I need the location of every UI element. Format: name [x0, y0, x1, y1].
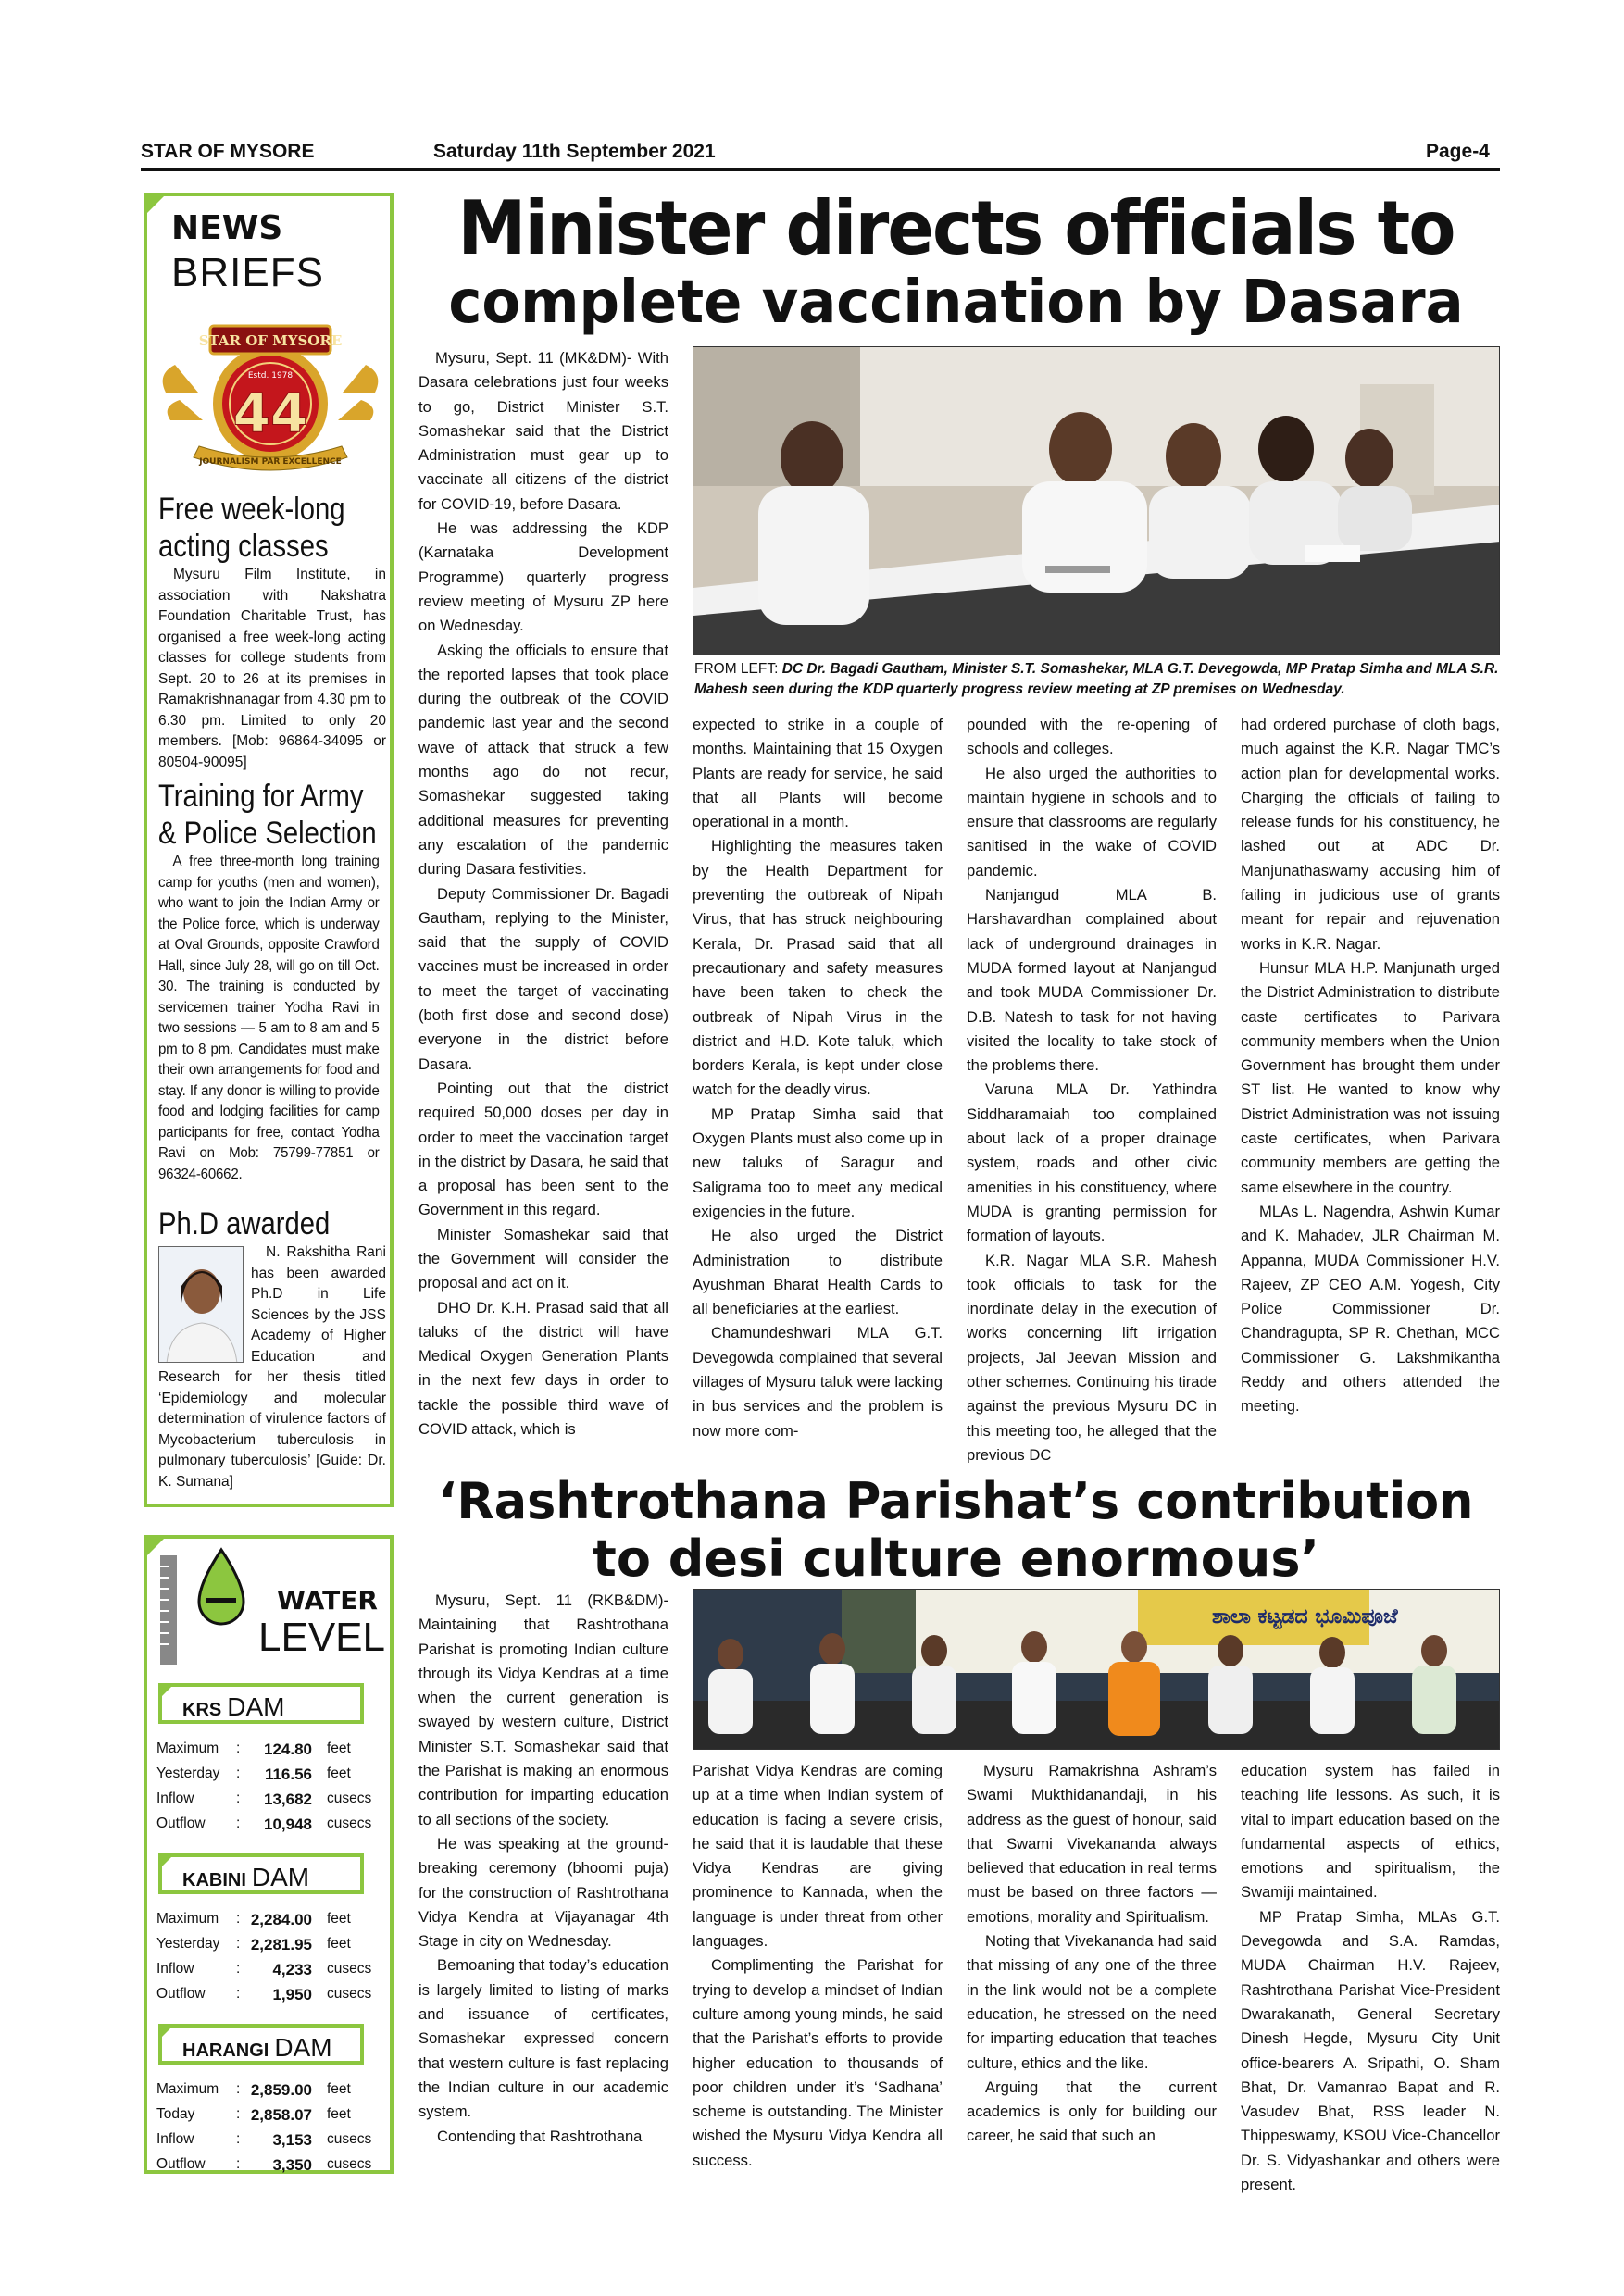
- dam-row: [156, 2156, 379, 2181]
- paragraph: K.R. Nagar MLA S.R. Mahesh took officials to task for the inordinate delay in the execution of works concerning lift irrigation projects, Jal Jeevan Mission and other schemes. Continuing his tirade against the previous Mysuru DC in this meeting too, he alleged that the previous DC: [967, 1251, 1217, 1463]
- dam-row: [156, 2106, 379, 2131]
- paragraph: Highlighting the measures taken by the Health Department for preventing the outbreak of Nipah Virus, that has struck neighbouring Kerala, Dr. Prasad said that all precautionary and safety measures have been taken to check the outbreak of Nipah Virus in the district and H.D. Kote taluk, which borders Kerala, is kept under close watch for the deadly virus.: [693, 837, 943, 1099]
- brief-title: acting classes: [158, 529, 329, 564]
- colon: :: [236, 2081, 241, 2097]
- paragraph: had ordered purchase of cloth bags, much against the K.R. Nagar TMC’s action plan for developmental works. Charging the officials of failing to release funds for his constituency, he lashed out at ADC Dr. Manjunathaswamy accusing him of failing in judicious use of grants meant for repair and rejuvenation works in K.R. Nagar.: [1241, 716, 1500, 953]
- story2-ceremony-photo: [693, 1589, 1500, 1750]
- colon: :: [236, 1986, 241, 2002]
- dam-value: 2,284.00: [250, 1911, 312, 1928]
- dam-name: KABINI: [182, 1870, 246, 1890]
- paragraph: Mysuru, Sept. 11 (RKB&DM)- Maintaining that Rashtrothana Parishat is promoting Indian culture through its Vidya Kendras at a time when the current generation is swayed by western culture, District Minister S.T. Somashekar said that the Parishat is making an enormous contribution for imparting education to all sections of the society.: [418, 1591, 668, 1828]
- dam-header-kabini: [158, 1853, 364, 1894]
- colon: :: [236, 2131, 241, 2147]
- story1-column-4: [1241, 713, 1500, 1463]
- paragraph: Mysuru, Sept. 11 (MK&DM)- With Dasara celebrations just four weeks to go, District Minister S.T. Somashekar said that the District Administration must gear up to vaccinate all citizens of the district for COVID-19, before Dasara.: [418, 349, 668, 513]
- colon: :: [236, 1741, 241, 1756]
- corner-flag: [158, 1683, 175, 1700]
- dam-row: [156, 2081, 379, 2106]
- story1-meeting-photo: [693, 346, 1500, 655]
- dam-unit: feet: [327, 2106, 351, 2122]
- dam-value: 4,233: [272, 1961, 312, 1978]
- brief-text: Mysuru Film Institute, in association with Nakshatra Foundation Charitable Trust, has organised a free week-long acting classes for college students from Sept. 20 to 26 at its premises in Ramakrishnanagar from 4.30 pm to 6.30 pm. Limited to only 20 members. [Mob: 96864-34095 or 80504-90095]: [158, 567, 386, 770]
- paragraph: Asking the officials to ensure that the reported lapses that took place during the outbreak of the COVID pandemic last year and the second wave of attack that struck a few months ago do not recur, Somashekar suggested taking additional measures for preventing any escalation of the pandemic during Dasara festivities.: [418, 641, 668, 879]
- dam-row: [156, 2131, 379, 2156]
- dam-label: DAM: [227, 1692, 285, 1721]
- story2-column-1: [418, 1589, 668, 2218]
- dam-key: Inflow: [156, 2131, 194, 2147]
- story1-column-2: [693, 713, 943, 1463]
- story2-column-3: [967, 1759, 1217, 2222]
- colon: :: [236, 1766, 241, 1781]
- paragraph: education system has failed in teaching life lessons. As such, it is vital to impart education based on the fundamental aspects of ethics, emotions and spiritualism, the Swamiji maintained.: [1241, 1762, 1500, 1902]
- story1-headline-line2: complete vaccination by Dasara: [448, 268, 1464, 337]
- svg-text:JOURNALISM PAR EXCELLENCE: JOURNALISM PAR EXCELLENCE: [199, 457, 342, 467]
- issue-date: Saturday 11th September 2021: [433, 141, 716, 162]
- star-of-mysore-44-logo: [156, 318, 384, 481]
- dam-value: 10,948: [264, 1816, 312, 1833]
- dam-header-krs: [158, 1683, 364, 1724]
- corner-flag: [144, 193, 168, 217]
- brief-title: Training for Army: [158, 779, 364, 814]
- dam-unit: cusecs: [327, 2131, 372, 2147]
- paragraph: He also urged the authorities to maintain hygiene in schools and to ensure that classrooms are regularly sanitised in the wake of COVID pandemic.: [967, 764, 1217, 880]
- dam-key: Outflow: [156, 1816, 206, 1831]
- story2-headline-line2: to desi culture enormous’: [593, 1529, 1319, 1588]
- dam-unit: cusecs: [327, 1986, 372, 2002]
- paragraph: pounded with the re-opening of schools and colleges.: [967, 716, 1217, 758]
- paragraph: MP Pratap Simha said that Oxygen Plants must also come up in new taluks of Saragur and Saligrama too to meet any medical exigencies in the future.: [693, 1104, 943, 1220]
- paragraph: He also urged the District Administration to distribute Ayushman Bharat Health Cards to all beneficiaries at the earliest.: [693, 1227, 943, 1318]
- colon: :: [236, 2106, 241, 2122]
- dam-key: Maximum: [156, 2081, 219, 2097]
- paragraph: Minister Somashekar said that the Government will consider the proposal and act on it.: [418, 1225, 668, 1292]
- story1-column-1: [418, 346, 668, 1466]
- paragraph: Arguing that the current academics is only for building our career, he said that such an: [967, 2078, 1217, 2145]
- dam-unit: cusecs: [327, 2156, 372, 2172]
- corner-flag: [158, 1853, 175, 1870]
- paragraph: MP Pratap Simha, MLAs G.T. Devegowda and S.A. Ramdas, MUDA Chairman H.V. Rajeev, Rashtrothana Parishat Vice-President Dwarakanath, General Secretary Dinesh Hegde, Mysuru City Unit office-bearers A. Sripathi, O. Sham Bhat, Dr. Vamanrao Bapat and R. Vasudev Bhat, RSS leader N. Thippeswamy, KSOU Vice-Chancellor Dr. S. Vidyashankar and others were present.: [1241, 1907, 1500, 2194]
- dam-value: 116.56: [264, 1766, 312, 1783]
- page-number: Page-4: [1426, 141, 1490, 162]
- dam-row: [156, 1791, 379, 1816]
- dam-key: Yesterday: [156, 1936, 220, 1952]
- dam-key: Outflow: [156, 1986, 206, 2002]
- colon: :: [236, 1791, 241, 1806]
- brief-army-training: [158, 778, 386, 1185]
- paragraph: Pointing out that the district required 50,000 doses per day in order to meet the vaccination target in the district by Dasara, he said that a proposal has been sent to the Government in this regard.: [418, 1079, 668, 1219]
- dam-row: [156, 1816, 379, 1841]
- dam-value: 3,350: [272, 2156, 312, 2174]
- level-label: LEVEL: [258, 1615, 385, 1660]
- story1-headline-line1: Minister directs officials to: [457, 185, 1455, 271]
- story2-column-2: [693, 1759, 943, 2222]
- dam-row: [156, 1936, 379, 1961]
- story1-column-3: [967, 713, 1217, 1463]
- dam-unit: cusecs: [327, 1961, 372, 1977]
- story2-headline-line1: ‘Rashtrothana Parishat’s contribution: [438, 1472, 1474, 1530]
- water-level-box: [144, 1535, 394, 2174]
- dam-row: [156, 1961, 379, 1986]
- dam-unit: feet: [327, 1936, 351, 1952]
- dam-key: Maximum: [156, 1741, 219, 1756]
- dam-value: 2,859.00: [250, 2081, 312, 2099]
- paragraph: He was speaking at the ground-breaking ceremony (bhoomi puja) for the construction of Rashtrothana Vidya Kendra at Vijayanagar 4th Stage in city on Wednesday.: [418, 1834, 668, 1951]
- dam-label: DAM: [274, 2033, 332, 2062]
- dam-table-krs: [156, 1741, 379, 1841]
- dam-value: 2,281.95: [250, 1936, 312, 1953]
- svg-text:STAR OF MYSORE: STAR OF MYSORE: [198, 332, 343, 349]
- colon: :: [236, 1961, 241, 1977]
- header-rule: [141, 168, 1500, 171]
- paragraph: Hunsur MLA H.P. Manjunath urged the District Administration to distribute caste certificates to Parivara community members when the Union Government has brought them under ST list. He wanted to know why District Administration was not issuing caste certificates, when Parivara community members are getting the same elsewhere in the country.: [1241, 958, 1500, 1196]
- news-label: NEWS: [171, 209, 283, 247]
- paragraph: He was addressing the KDP (Karnataka Development Programme) quarterly progress review meeting of Mysuru ZP here on Wednesday.: [418, 519, 668, 635]
- dam-row: [156, 1766, 379, 1791]
- dam-key: Today: [156, 2106, 195, 2122]
- paragraph: Nanjangud MLA B. Harshavardhan complained about lack of underground drainages in MUDA formed layout at Nanjangud and took MUDA Commissioner Dr. D.B. Natesh to task for not having visited the locality to take stock of the problems there.: [967, 886, 1217, 1075]
- svg-text:ಶಾಲಾ ಕಟ್ಟಡದ ಭೂಮಿಪೂಜೆ: ಶಾಲಾ ಕಟ್ಟಡದ ಭೂಮಿಪೂಜೆ: [1212, 1605, 1398, 1628]
- paragraph: Mysuru Ramakrishna Ashram’s Swami Mukthidanandaji, in his address as the guest of honour, said that Swami Vivekananda always believed that education in real terms must be based on three factors — emotions, morality and Spiritualism.: [967, 1762, 1217, 1926]
- paragraph: Contending that Rashtrothana: [437, 2127, 643, 2145]
- dam-unit: cusecs: [327, 1816, 372, 1831]
- colon: :: [236, 2156, 241, 2172]
- water-label: WATER: [277, 1585, 378, 1616]
- dam-key: Inflow: [156, 1791, 194, 1806]
- water-gauge-icon: [155, 1546, 256, 1666]
- corner-flag: [158, 2024, 175, 2040]
- brief-text: N. Rakshitha Rani has been awarded Ph.D in Life Sciences by the JSS Academy of Higher Education and Research for her thesis titled ‘Epidemiology and molecular determination of virulence factors of Mycobacterium tuberculosis in pulmonary tuberculosis’ [Guide: Dr. K. Sumana]: [158, 1244, 386, 1490]
- dam-unit: feet: [327, 1911, 351, 1927]
- paragraph: Noting that Vivekananda had said that missing of any one of the three in the link would not be a complete education, he stressed on the need for imparting education that teaches culture, ethics and the like.: [967, 1932, 1217, 2072]
- svg-text:Estd. 1978: Estd. 1978: [247, 371, 294, 381]
- dam-table-harangi: [156, 2081, 379, 2181]
- dam-value: 2,858.07: [250, 2106, 312, 2124]
- paragraph: DHO Dr. K.H. Prasad said that all taluks of the district will have Medical Oxygen Generation Plants in the next few days in order to tackle the possible third wave of COVID attack, which is: [418, 1298, 668, 1439]
- caption-text: DC Dr. Bagadi Gautham, Minister S.T. Somashekar, MLA G.T. Devegowda, MP Pratap Simha and MLA S.R. Mahesh seen during the KDP quarterly progress review meeting at ZP premises on Wednesday.: [694, 661, 1499, 697]
- paragraph: MLAs L. Nagendra, Ashwin Kumar and K. Mahadev, JLR Chairman M. Appanna, MUDA Commissioner H.V. Rajeev, ZP CEO A.M. Yogesh, City Police Commissioner Dr. Chandragupta, SP R. Chethan, MCC Commissioner G. Lakshmikantha Reddy and others attended the meeting.: [1241, 1202, 1500, 1416]
- colon: :: [236, 1936, 241, 1952]
- dam-unit: feet: [327, 1766, 351, 1781]
- brief-phd-awarded: [158, 1205, 386, 1492]
- dam-value: 3,153: [272, 2131, 312, 2149]
- svg-text:44: 44: [232, 381, 308, 444]
- dam-value: 13,682: [264, 1791, 312, 1808]
- caption-prefix: FROM LEFT:: [694, 661, 782, 677]
- dam-label: DAM: [251, 1863, 310, 1891]
- paragraph: expected to strike in a couple of months. Maintaining that 15 Oxygen Plants are ready for service, he said that all Plants will become operational in a month.: [693, 716, 943, 831]
- dam-name: KRS: [182, 1700, 222, 1720]
- dam-key: Yesterday: [156, 1766, 220, 1781]
- dam-row: [156, 1986, 379, 2011]
- dam-key: Inflow: [156, 1961, 194, 1977]
- brief-title: Free week-long: [158, 492, 345, 527]
- dam-row: [156, 1911, 379, 1936]
- dam-row: [156, 1741, 379, 1766]
- paper-name: STAR OF MYSORE: [141, 141, 315, 162]
- dam-table-kabini: [156, 1911, 379, 2011]
- paragraph: Chamundeshwari MLA G.T. Devegowda complained that several villages of Mysuru taluk were lacking in bus services and the problem is now more com-: [693, 1324, 943, 1440]
- brief-title: & Police Selection: [158, 816, 377, 851]
- brief-acting-classes: [158, 491, 386, 773]
- paragraph: Complimenting the Parishat for trying to develop a mindset of Indian culture among young minds, he said that the Parishat’s efforts to provide higher education to thousands of poor children under it’s ‘Sadhana’ scheme is outstanding. The Minister wished the Mysuru Vidya Kendra all success.: [693, 1956, 943, 2169]
- paragraph: Varuna MLA Dr. Yathindra Siddharamaiah too complained about lack of a proper drainage system, roads and other civic amenities in his constituency, where MUDA is granting permission for formation of layouts.: [967, 1080, 1217, 1245]
- dam-header-harangi: [158, 2024, 364, 2065]
- story2-column-4: [1241, 1759, 1500, 2222]
- dam-unit: feet: [327, 2081, 351, 2097]
- briefs-label: BRIEFS: [171, 250, 324, 295]
- story1-photo-caption: [694, 659, 1500, 700]
- dam-unit: feet: [327, 1741, 351, 1756]
- brief-title: Ph.D awarded: [158, 1206, 331, 1242]
- paragraph: Bemoaning that today’s education is largely limited to listing of marks and issuance of certificates, Somashekar expressed concern that western culture is fast replacing the Indian culture in our academic system.: [418, 1956, 668, 2121]
- dam-value: 124.80: [264, 1741, 312, 1758]
- paragraph: Deputy Commissioner Dr. Bagadi Gautham, replying to the Minister, said that the supply of COVID vaccines must be increased in order to meet the target of vaccinating (both first dose and second dose) everyone in the district before Dasara.: [418, 884, 668, 1073]
- brief-text: A free three-month long training camp for youths (men and women), who want to join the Indian Army or the Police force, which is underway at Oval Grounds, opposite Crawford Hall, since July 28, will go on till Oct. 30. The training is conducted by servicemen trainer Yodha Ravi in two sessions — 5 am to 8 am and 5 pm to 8 pm. Candidates must make their own arrangements for food and stay. If any donor is willing to provide food and lodging facilities for camp participants for free, contact Yodha Ravi on Mob: 75799-77851 or 96324-60662.: [158, 854, 380, 1182]
- phd-portrait-photo: [158, 1246, 244, 1363]
- dam-value: 1,950: [272, 1986, 312, 2003]
- dam-key: Outflow: [156, 2156, 206, 2172]
- dam-name: HARANGI: [182, 2040, 269, 2061]
- dam-unit: cusecs: [327, 1791, 372, 1806]
- colon: :: [236, 1911, 241, 1927]
- dam-key: Maximum: [156, 1911, 219, 1927]
- paragraph: Parishat Vidya Kendras are coming up at a time when Indian system of education is facing a severe crisis, he said that it is laudable that these Vidya Kendras are giving prominence to Kannada, when the language is under threat from other languages.: [693, 1762, 943, 1951]
- colon: :: [236, 1816, 241, 1831]
- news-briefs-box: [144, 193, 394, 1507]
